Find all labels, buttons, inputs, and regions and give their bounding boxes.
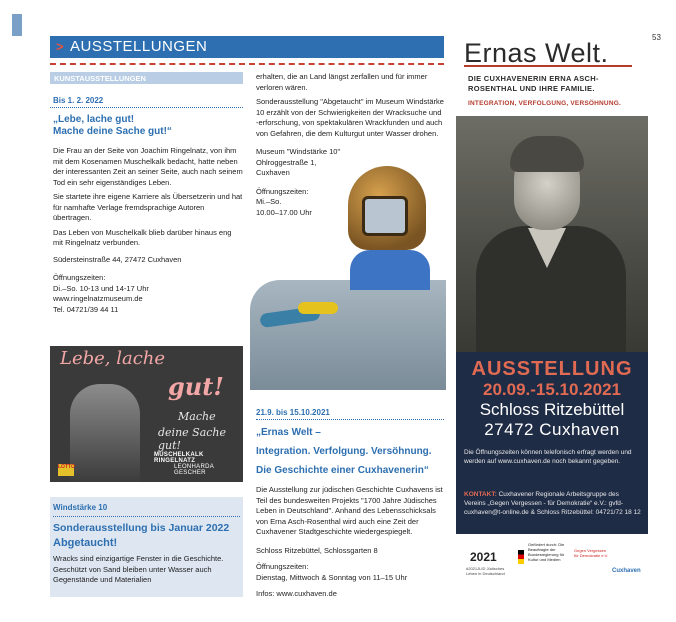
headline-line-2: Integration. Verfolgung. Versöhnung. (256, 446, 432, 457)
article-ernas-welt (256, 408, 444, 600)
helmet-window (362, 196, 408, 236)
air-tank (298, 302, 338, 314)
website-link[interactable]: www.ringelnatzmuseum.de (53, 294, 143, 303)
hours: 10.00–17.00 Uhr (256, 207, 312, 217)
diver-photo (250, 157, 446, 390)
section-header (50, 36, 444, 58)
arrow-icon: > (56, 39, 64, 54)
paragraph: erhalten, die an Land längst zerfallen und für immer verloren wären. (256, 72, 428, 92)
poster-venue: Schloss Ritzebüttel (479, 400, 625, 419)
side-stripe (12, 14, 22, 36)
erna-portrait-photo (456, 116, 648, 352)
jlid-logo-sub: #2021JLID Jüdisches Leben in Deutschland (466, 566, 505, 576)
poster-tagline: INTEGRATION, VERFOLGUNG, VERSÖHNUNG. (468, 100, 621, 107)
hours: Di.–So. 10-13 und 14-17 Uhr (53, 283, 149, 293)
info-link[interactable]: Infos: www.cuxhaven.de (256, 589, 337, 598)
hours-label: Öffnungszeiten: (256, 562, 309, 571)
address: Schloss Ritzebüttel, Schlossgarten 8 (256, 545, 378, 555)
date-label: Bis 1. 2. 2022 (53, 96, 104, 105)
article-abgetaucht-box (50, 497, 243, 597)
section-title: AUSSTELLUNGEN (70, 38, 208, 55)
paragraph: Die Ausstellung zur jüdischen Geschichte Cuxhavens ist Teil des bundesweiten Projekts "1700 Jahre Jüdisches Leben in Deutschland". Anhand des Lebensschicksals von Erna Asch-Rosenthal wird auch eine Zeit der Cuxhavener Stadtgeschichte wiedergespiegelt. (256, 485, 443, 536)
section-tag: KUNSTAUSSTELLUNGEN (50, 72, 243, 84)
lotto-logo: LOTTO (58, 464, 74, 476)
poster-subtitle-line: DIE CUXHAVENERIN ERNA ASCH- (468, 74, 599, 83)
box-small-heading: Windstärke 10 (53, 503, 108, 512)
poster-contact (464, 490, 642, 517)
book-author: LEONHARDA GESCHER (174, 464, 214, 476)
contact-key: KONTAKT: (464, 491, 497, 498)
hours: Dienstag, Mittwoch & Sonntag von 11–15 Uhr (256, 572, 408, 582)
water-scene (250, 280, 446, 390)
poster-subtitle (468, 74, 599, 94)
book-title-script: deine Sache gut! (158, 426, 227, 452)
page-number: 53 (652, 33, 661, 42)
dotted-divider (50, 107, 243, 108)
gvfd-logo: Gegen Vergessen für Demokratie e.V. (574, 548, 609, 558)
paragraph: Die Frau an der Seite von Joachim Ringelnatz, von ihm mit dem Kosenamen Muschelkalk bedacht, hatte neben der interessanten Zeit an seiner Seite, auch nach seinem Tod ein sehr eigenständiges Leben. (53, 146, 243, 187)
days: Mi.–So. (256, 197, 282, 206)
paragraph: Das Leben von Muschelkalk blieb darüber hinaus eng mit Ringelnatz verbunden. (53, 227, 232, 247)
city: Cuxhaven (256, 168, 290, 177)
poster-city: 27472 Cuxhaven (484, 420, 620, 439)
headline-line-1: „Ernas Welt – (256, 427, 321, 438)
paragraph: Sie startete ihre eigene Karriere als Übersetzerin und hat für namhafte Verlage fremdsprachige Autoren übertragen. (53, 192, 243, 222)
poster-subtitle-line: ROSENTHAL UND IHRE FAMILIE. (468, 84, 595, 93)
poster-info-text: Die Öffnungszeiten können telefonisch erfragt werden und werden auf www.cuxhaven.de noch bekannt gegeben. (464, 449, 632, 465)
poster-title-text: Ernas Welt. (464, 38, 609, 68)
bkm-logo: Gefördert durch: Die Beauftragte der Bundesregierung für Kultur und Medien (528, 542, 565, 562)
exhibition-poster (456, 34, 648, 590)
street: Ohlroggestraße 1, (256, 157, 317, 167)
portrait-photo (70, 384, 140, 482)
book-author: MUSCHELKALK RINGELNATZ (154, 452, 204, 464)
federal-eagle-icon (518, 550, 524, 564)
book-title-script: Lebe, lache (60, 348, 166, 369)
hours-label: Öffnungszeiten: (256, 186, 309, 196)
headline-line-2: Mache deine Sache gut!“ (53, 126, 172, 137)
jlid-logo: 2021 (470, 550, 497, 564)
headline-line-1: „Lebe, lache gut! (53, 114, 135, 125)
contact-text: Cuxhavener Regionale Arbeitsgruppe des Vereins „Gegen Vergessen - für Demokratie“ e.V.: gvfd-cuxhaven@t-online.de & Schloss Ritzebüttel: 04721/72 18 12 (464, 491, 641, 516)
address: Südersteinstraße 44, 27472 Cuxhaven (53, 254, 182, 264)
dotted-divider (53, 516, 240, 517)
book-title-script: Mache (178, 410, 216, 423)
sponsor-logos (456, 534, 648, 590)
paragraph: Sonderausstellung "Abgetaucht" im Museum Windstärke 10 erzählt von der Schwierigkeiten der Wracksuche und -erforschung, von spektakulären Wrackfunden und auch von Gefahren, die dem Kulturgut unter Wasser drohen. (256, 97, 444, 138)
phone-number: Tel. 04721/39 44 11 (53, 304, 119, 314)
dotted-divider (256, 419, 444, 420)
portrait-hair (510, 136, 584, 172)
book-title-script: gut! (168, 372, 224, 401)
hours-label: Öffnungszeiten: (53, 273, 106, 282)
box-title: Sonderausstellung bis Januar 2022 (53, 522, 230, 534)
dashed-divider (50, 63, 444, 65)
poster-dates: 20.09.-15.10.2021 (482, 380, 621, 399)
magazine-page (12, 0, 664, 622)
date-label: 21.9. bis 15.10.2021 (256, 408, 330, 417)
book-cover-image (50, 346, 243, 482)
headline-line-3: Die Geschichte einer Cuxhavenerin“ (256, 465, 429, 476)
article-muschelkalk (50, 72, 243, 315)
poster-exhibition-label: AUSSTELLUNG (471, 358, 633, 380)
museum-name: Museum "Windstärke 10" (256, 147, 341, 156)
child-figure (350, 250, 430, 290)
poster-title (464, 38, 632, 67)
cuxhaven-logo: Cuxhaven (612, 568, 641, 574)
paragraph: Wracks sind einzigartige Fenster in die Geschichte. Geschützt von Sand bleiben unter Wasser auch Gegenstände und Materialien (53, 554, 224, 584)
box-title: Abgetaucht! (53, 537, 118, 549)
